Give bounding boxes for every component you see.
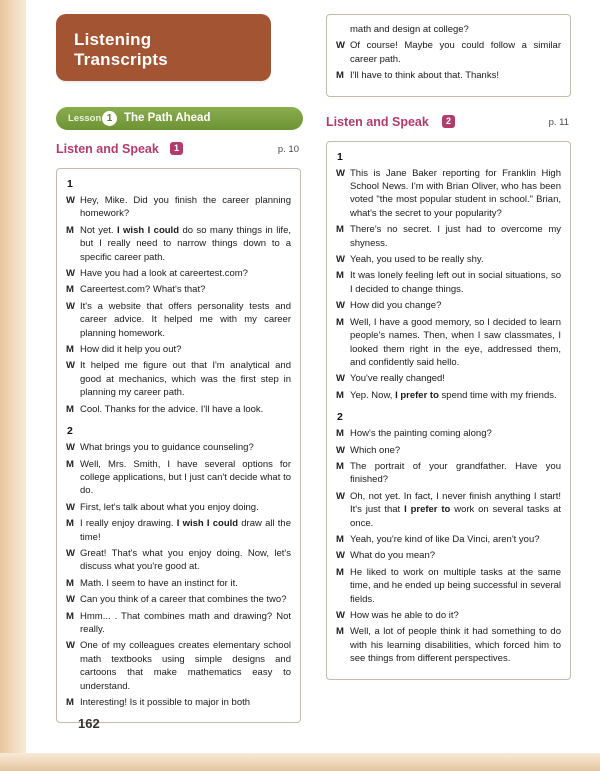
speaker-label: W — [66, 640, 75, 652]
transcript-line — [66, 610, 291, 637]
section-badge: 2 — [442, 115, 455, 128]
speaker-text: What brings you to guidance counseling? — [80, 442, 254, 454]
page-title-line1: Listening — [74, 30, 152, 49]
transcript-box-left — [56, 168, 301, 723]
speaker-label: M — [336, 389, 344, 401]
speaker-label: M — [66, 224, 74, 236]
speaker-label: M — [66, 284, 74, 296]
speaker-label: W — [336, 254, 345, 266]
speaker-text: Which one? — [350, 444, 401, 456]
transcript-line — [66, 639, 291, 693]
speaker-text: It was lonely feeling left out in social situations, so I decided to change things. — [350, 270, 561, 295]
speaker-text: Oh, not yet. In fact, I never finish anything I start! It's just that I prefer to work on several tasks at once. — [350, 490, 562, 529]
speaker-label: M — [336, 460, 344, 472]
speaker-label: M — [336, 70, 344, 82]
speaker-text: Of course! Maybe you could follow a similar career path. — [350, 40, 561, 65]
transcript-line — [336, 389, 561, 402]
transcript-line — [336, 444, 561, 457]
speaker-text: There's no secret. I just had to overcome my shyness. — [350, 224, 561, 249]
speaker-label: W — [66, 501, 75, 513]
transcript-line — [336, 69, 561, 82]
speaker-text: It's a website that offers personality tests and career advice. It helped me with my career planning homework. — [80, 300, 291, 339]
speaker-text: Yeah, you're kind of like Da Vinci, aren't you? — [350, 533, 540, 545]
speaker-text: Have you had a look at careertest.com? — [80, 268, 248, 280]
section-page-ref: p. 11 — [548, 116, 569, 128]
transcript-line — [336, 625, 561, 665]
speaker-label: W — [336, 373, 345, 385]
speaker-text: This is Jane Baker reporting for Franklin High School News. I'm with Brian Oliver, who has been voted "the most popular student in school." Brian, what's the secret to your popularity? — [350, 167, 561, 219]
transcript-line — [66, 441, 291, 454]
transcript-line — [66, 343, 291, 356]
speaker-label: M — [66, 403, 74, 415]
speaker-text: I'll have to think about that. Thanks! — [350, 70, 499, 82]
speaker-label: W — [66, 360, 75, 372]
speaker-label: M — [336, 533, 344, 545]
transcript-line — [66, 359, 291, 399]
speaker-text: Hmm... . That combines math and drawing? Not really. — [80, 610, 291, 635]
transcript-line — [66, 593, 291, 606]
transcript-line — [66, 300, 291, 340]
lesson-label: Lesson — [68, 113, 102, 124]
left-column — [56, 140, 301, 723]
transcript-line — [336, 39, 561, 66]
section-header-1 — [56, 140, 301, 162]
track-number: 2 — [67, 425, 73, 438]
speaker-label: M — [66, 577, 74, 589]
speaker-text: Interesting! Is it possible to major in both — [80, 697, 251, 708]
speaker-label: W — [336, 167, 345, 179]
speaker-text: Yeah, you used to be really shy. — [350, 254, 484, 266]
speaker-label: W — [66, 594, 75, 606]
speaker-label: W — [66, 547, 75, 559]
speaker-text: Hey, Mike. Did you finish the career planning homework? — [80, 195, 291, 220]
speaker-label: W — [66, 195, 75, 206]
speaker-text: How did it help you out? — [80, 344, 182, 356]
transcript-line — [66, 458, 291, 498]
transcript-box-right — [326, 141, 571, 680]
speaker-text: Cool. Thanks for the advice. I'll have a look. — [80, 403, 264, 415]
speaker-text: First, let's talk about what you enjoy doing. — [80, 501, 259, 513]
speaker-label: W — [66, 442, 75, 454]
transcript-line — [66, 267, 291, 280]
speaker-label — [336, 23, 350, 36]
speaker-text: The portrait of your grandfather. Have you finished? — [350, 460, 561, 486]
transcript-line — [336, 533, 561, 546]
transcript-line — [66, 517, 291, 544]
page-sheet — [26, 0, 600, 753]
speaker-text: Well, a lot of people think it had something to do with his learning disabilities, which forced him to see things from different perspectives. — [350, 626, 561, 665]
transcript-line — [66, 194, 291, 221]
transcript-line — [66, 547, 291, 574]
section-badge: 1 — [170, 142, 183, 155]
speaker-label: M — [66, 518, 74, 530]
transcript-line — [66, 283, 291, 296]
speaker-label: M — [336, 566, 344, 578]
speaker-text: How did you change? — [350, 300, 442, 312]
page-title-line2: Transcripts — [74, 50, 168, 69]
speaker-text: Can you think of a career that combines the two? — [80, 594, 287, 606]
transcript-line — [336, 269, 561, 296]
speaker-text: How's the painting coming along? — [350, 428, 492, 440]
transcript-line — [336, 167, 561, 221]
transcript-line — [336, 372, 561, 385]
speaker-text: It helped me figure out that I'm analytical and good at mechanics, which was the first step in planning my career path. — [80, 360, 291, 399]
speaker-label: M — [336, 428, 344, 440]
speaker-text: One of my colleagues creates elementary school math textbooks using simple designs and cartoons that make mathematics easy to understand. — [80, 640, 291, 692]
speaker-label: W — [66, 268, 75, 280]
section-page-ref: p. 10 — [277, 144, 299, 155]
speaker-text: You've really changed! — [350, 373, 445, 385]
speaker-label: W — [336, 490, 345, 502]
transcript-line — [336, 23, 561, 36]
speaker-label: W — [66, 300, 75, 312]
speaker-text: How was he able to do it? — [350, 610, 459, 621]
speaker-text: He liked to work on multiple tasks at the same time, and he ended up being successful in several fields. — [350, 566, 561, 605]
speaker-text: Well, I have a good memory, so I decided to learn people's names. Then, when I saw classmates, I looked them right in the eye, addressed them, and confidently said hello. — [350, 316, 561, 368]
speaker-text: Yep. Now, I prefer to spend time with my friends. — [350, 389, 557, 401]
transcript-line — [66, 224, 291, 264]
transcript-line — [66, 403, 291, 416]
speaker-label: M — [336, 626, 344, 638]
section-title: Listen and Speak — [56, 142, 159, 156]
page-edge-shading-bottom — [0, 753, 600, 771]
section-header-2 — [326, 113, 571, 135]
speaker-label: M — [336, 270, 344, 282]
speaker-label: W — [336, 444, 345, 456]
transcript-line — [66, 696, 291, 709]
speaker-text: What do you mean? — [350, 550, 436, 562]
speaker-text: Math. I seem to have an instinct for it. — [80, 577, 238, 589]
transcript-line — [66, 501, 291, 514]
speaker-label: M — [336, 224, 344, 236]
lesson-title: The Path Ahead — [124, 112, 211, 124]
speaker-text: math and design at college? — [350, 24, 469, 35]
transcript-line — [336, 460, 561, 487]
right-column — [326, 14, 571, 680]
transcript-line — [336, 490, 561, 530]
page-title-block — [56, 14, 271, 81]
transcript-line — [336, 316, 561, 370]
transcript-line — [336, 223, 561, 250]
speaker-label: W — [336, 40, 345, 52]
speaker-label: M — [66, 697, 74, 708]
section-title: Listen and Speak — [326, 114, 429, 129]
transcript-line — [336, 427, 561, 440]
lesson-banner — [56, 107, 303, 130]
speaker-text: I really enjoy drawing. I wish I could draw all the time! — [80, 518, 291, 543]
transcript-line — [336, 299, 561, 312]
transcript-line — [66, 577, 291, 590]
speaker-text: Great! That's what you enjoy doing. Now, let's discuss what you're good at. — [80, 547, 291, 573]
speaker-label: W — [336, 550, 345, 562]
speaker-text: Careertest.com? What's that? — [80, 284, 206, 296]
speaker-text: Not yet. I wish I could do so many things in life, but I really need to narrow things down to a specific career path. — [80, 224, 291, 263]
speaker-label: M — [66, 344, 74, 356]
track-number: 2 — [337, 411, 343, 424]
lesson-number-badge: 1 — [102, 111, 117, 126]
speaker-text: Well, Mrs. Smith, I have several options for college applications, but I just can't decide what to do. — [80, 458, 291, 497]
transcript-line — [336, 609, 561, 622]
page-number: 162 — [78, 716, 100, 731]
speaker-label: W — [336, 610, 345, 621]
page-edge-shading-left — [0, 0, 26, 771]
speaker-label: M — [66, 458, 74, 470]
transcript-line — [336, 566, 561, 606]
transcript-box-continuation — [326, 14, 571, 97]
transcript-line — [336, 549, 561, 562]
speaker-label: W — [336, 300, 345, 312]
speaker-label: M — [66, 610, 74, 622]
speaker-label: M — [336, 316, 344, 328]
track-number: 1 — [337, 150, 343, 163]
transcript-line — [336, 253, 561, 266]
track-number: 1 — [67, 178, 73, 190]
